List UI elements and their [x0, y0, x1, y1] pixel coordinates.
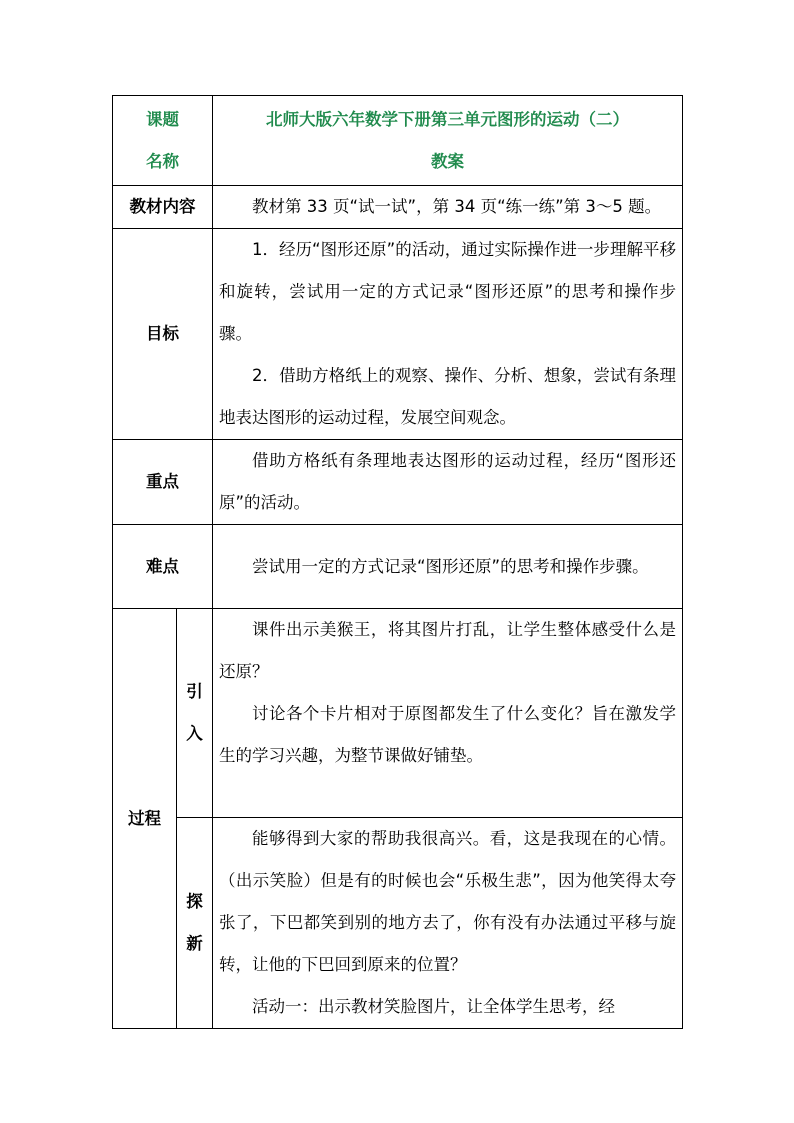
process-explore-row	[113, 818, 683, 1029]
key-label: 重点	[113, 440, 213, 525]
goals-content	[213, 229, 683, 440]
material-label: 教材内容	[113, 186, 213, 229]
difficulty-label: 难点	[113, 525, 213, 609]
explore-label: 探 新	[177, 818, 213, 1029]
goals-row	[113, 229, 683, 440]
intro-paragraph: 课件出示美猴王，将其图片打乱，让学生整体感受什么是还原？	[219, 620, 676, 681]
title-label-cell	[113, 96, 213, 186]
difficulty-content: 尝试用一定的方式记录“图形还原”的思考和操作步骤。	[213, 525, 683, 609]
title-row	[113, 96, 683, 186]
goal-item: 2．借助方格纸上的观察、操作、分析、想象，尝试有条理地表达图形的运动过程，发展空间观念。	[219, 366, 676, 427]
difficulty-row	[113, 525, 683, 609]
goal-item: 1．经历“图形还原”的活动，通过实际操作进一步理解平移和旋转，尝试用一定的方式记录“图形还原”的思考和操作步骤。	[219, 240, 676, 343]
intro-paragraph: 讨论各个卡片相对于原图都发生了什么变化？旨在激发学生的学习兴趣，为整节课做好铺垫。	[219, 704, 676, 765]
lesson-title-line: 教案	[431, 151, 464, 171]
title-label-line: 名称	[146, 151, 179, 171]
intro-label: 引 入	[177, 609, 213, 818]
lesson-plan-table	[112, 95, 683, 1029]
explore-paragraph: 能够得到大家的帮助我很高兴。看，这是我现在的心情。（出示笑脸）但是有的时候也会“乐极生悲”，因为他笑得太夸张了，下巴都笑到别的地方去了，你有没有办法通过平移与旋转，让他的下巴回到原来的位置？	[219, 829, 676, 974]
lesson-title-line: 北师大版六年数学下册第三单元图形的运动（二）	[266, 109, 629, 129]
process-label: 过程	[113, 609, 177, 1029]
key-row	[113, 440, 683, 525]
title-text-cell	[213, 96, 683, 186]
intro-content	[213, 609, 683, 818]
process-intro-row	[113, 609, 683, 818]
explore-paragraph: 活动一：出示教材笑脸图片，让全体学生思考，经	[252, 997, 615, 1016]
material-content: 教材第 33 页“试一试”，第 34 页“练一练”第 3～5 题。	[213, 186, 683, 229]
goals-label: 目标	[113, 229, 213, 440]
material-row	[113, 186, 683, 229]
title-label-line: 课题	[146, 109, 179, 129]
explore-content	[213, 818, 683, 1029]
key-content: 借助方格纸有条理地表达图形的运动过程，经历“图形还原”的活动。	[213, 440, 683, 525]
